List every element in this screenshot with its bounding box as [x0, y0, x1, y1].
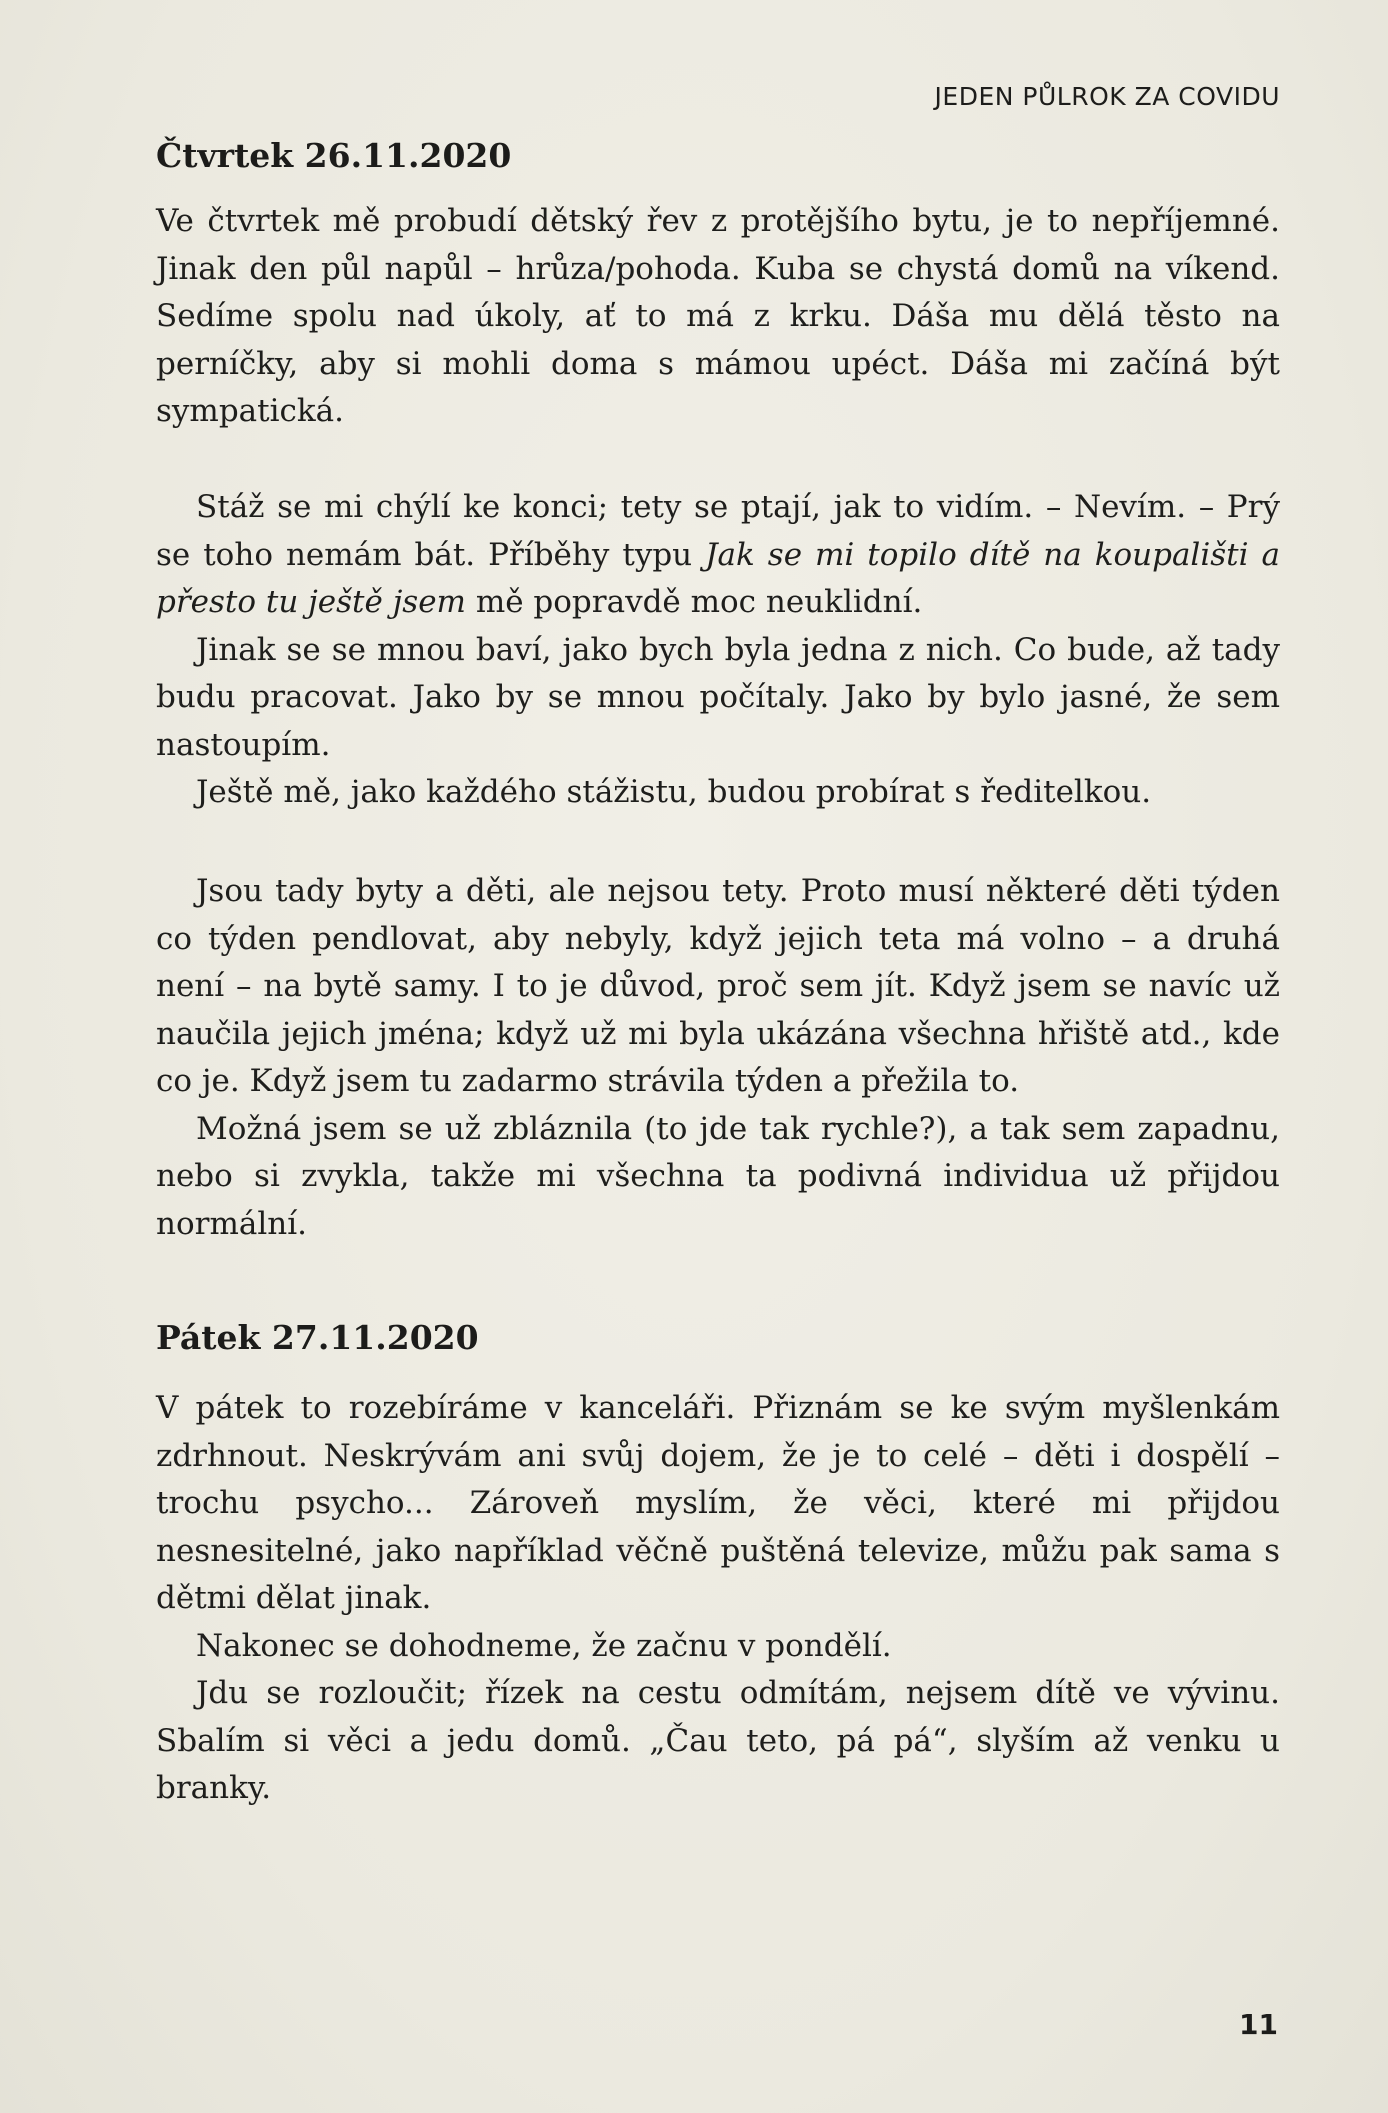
paragraph-text: Stáž se mi chýlí ke konci; tety se ptají, jak to vidím. – Nevím. – Prý se toho nemám bát. Příběhy typu: [156, 489, 1280, 573]
section-heading: Pátek 27.11.2020: [156, 1318, 479, 1357]
section-friday: [156, 1318, 1280, 1358]
paragraph: Nakonec se dohodneme, že začnu v pondělí.: [196, 1627, 892, 1664]
running-head: JEDEN PŮLROK ZA COVIDU: [934, 82, 1280, 111]
paragraph: V pátek to rozebíráme v kanceláři. Přiznám se ke svým myšlenkám zdrhnout. Neskrývám ani svůj dojem, že je to celé – děti i dospělí – trochu psycho... Zároveň myslím, že věci, které mi přijdou nesnesitelné, jako například věčně puštěná televize, můžu pak sama s dětmi dělat jinak.: [156, 1390, 1280, 1616]
paragraph: Jsou tady byty a děti, ale nejsou tety. Proto musí některé děti týden co týden pendlovat, aby nebyly, když jejich teta má volno – a druhá není – na bytě samy. I to je důvod, proč sem jít. Když jsem se navíc už naučila jejich jména; když už mi byla ukázána všechna hřiště atd., kde co je. Když jsem tu zadarmo strávila týden a přežila to.: [156, 873, 1280, 1099]
paragraph-with-italic: [156, 484, 1280, 627]
paragraph: Jdu se rozloučit; řízek na cestu odmítám, nejsem dítě ve vývinu. Sbalím si věci a jedu domů. „Čau teto, pá pá“, slyším až venku u branky.: [156, 1675, 1280, 1806]
paragraph-text: mě popravdě moc neuklidní.: [465, 584, 923, 620]
paragraph: Jinak se se mnou baví, jako bych byla jedna z nich. Co bude, až tady budu pracovat. Jako by se mnou počítaly. Jako by bylo jasné, že sem nastoupím.: [156, 631, 1280, 763]
italic-quote: Jak se mi topilo dítě na koupališti a přesto tu ještě jsem: [156, 536, 1281, 620]
paragraph: Ještě mě, jako každého stážistu, budou probírat s ředitelkou.: [196, 774, 1152, 810]
section-heading: Čtvrtek 26.11.2020: [156, 136, 512, 175]
section-thursday-body: [156, 198, 1280, 436]
section-thursday: [156, 136, 1280, 176]
section-friday-body: [156, 1385, 1280, 1813]
paragraph: Možná jsem se už zbláznila (to jde tak rychle?), a tak sem zapadnu, nebo si zvykla, takže mi všechna ta podivná individua už přijdou normální.: [156, 1110, 1280, 1242]
section-thursday-body-3: [156, 868, 1280, 1248]
paragraph: Ve čtvrtek mě probudí dětský řev z protějšího bytu, je to nepříjemné. Jinak den půl napůl – hrůza/pohoda. Kuba se chystá domů na víkend. Sedíme spolu nad úkoly, ať to má z krku. Dáša mu dělá těsto na perníčky, aby si mohli doma s mámou upéct. Dáša mi začíná být sympatická.: [156, 203, 1280, 429]
page-number: 11: [1239, 2008, 1278, 2041]
section-thursday-body-2: [156, 484, 1280, 817]
